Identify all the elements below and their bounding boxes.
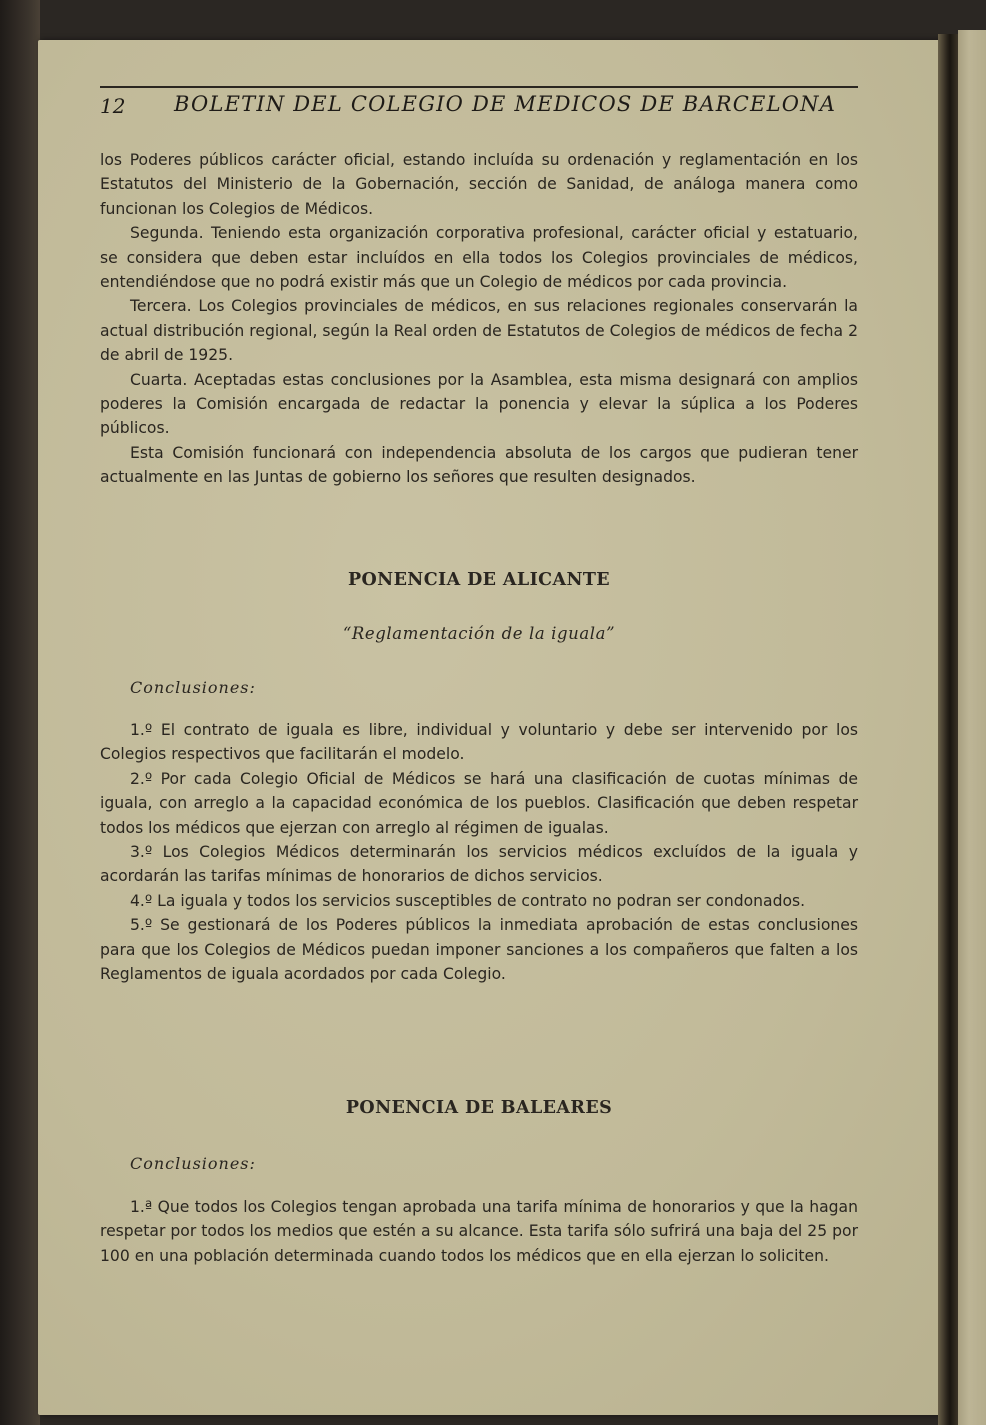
conclusion-item: 2.º Por cada Colegio Oficial de Médicos se hará una clasificación de cuotas mínimas de iguala, con arreglo a la capacidad económica de los pueblos. Clasificación que deben respetar todos los médicos que ejerzan con arreglo al régimen de igualas. — [100, 769, 858, 837]
conclusion-item: 3.º Los Colegios Médicos determinarán los servicios médicos excluídos de la iguala y acordarán las tarifas mínimas de honorarios de dichos servicios. — [100, 843, 858, 886]
conclusions-label: Conclusiones: — [130, 1154, 256, 1173]
facing-page-edge — [958, 30, 986, 1425]
journal-title: BOLETIN DEL COLEGIO DE MEDICOS DE BARCELONA — [174, 92, 837, 116]
running-header — [100, 86, 858, 124]
conclusions-label: Conclusiones: — [130, 678, 256, 697]
section-subtitle: “Reglamentación de la iguala” — [342, 624, 616, 643]
book-binding-left — [0, 0, 40, 1425]
section-heading-baleares: PONENCIA DE BALEARES — [345, 1098, 613, 1118]
alicante-conclusions — [100, 718, 858, 986]
section-heading-alicante: PONENCIA DE ALICANTE — [347, 570, 611, 590]
page-number: 12 — [100, 94, 126, 118]
intro-paragraph: los Poderes públicos carácter oficial, estando incluída su ordenación y reglamentación en los Estatutos del Ministerio de la Gobernación, sección de Sanidad, de análoga manera como funcionan los Colegios de Médicos. — [100, 151, 858, 218]
conclusion-item: 1.ª Que todos los Colegios tengan aprobada una tarifa mínima de honorarios y que la hagan respetar por todos los medios que estén a su alcance. Esta tarifa sólo sufrirá una baja del 25 por 100 en una población determinada cuando todos los médicos que en ella ejerzan lo soliciten. — [100, 1198, 858, 1265]
baleares-conclusions — [100, 1195, 858, 1268]
intro-paragraph: Esta Comisión funcionará con independencia absoluta de los cargos que pudieran tener actualmente en las Juntas de gobierno los señores que resulten designados. — [100, 443, 858, 487]
book-gutter — [938, 34, 958, 1425]
intro-paragraph: Tercera. Los Colegios provinciales de médicos, en sus relaciones regionales conservarán la actual distribución regional, según la Real orden de Estatutos de Colegios de médicos de fecha 2 de abril de 1925. — [100, 297, 858, 365]
conclusion-item: 4.º La iguala y todos los servicios susceptibles de contrato no podran ser condonados. — [130, 891, 806, 910]
intro-text — [100, 148, 858, 490]
intro-paragraph: Cuarta. Aceptadas estas conclusiones por la Asamblea, esta misma designará con amplios poderes la Comisión encargada de redactar la ponencia y elevar la súplica a los Poderes públicos. — [100, 370, 858, 438]
conclusion-item: 5.º Se gestionará de los Poderes públicos la inmediata aprobación de estas conclusiones para que los Colegios de Médicos puedan imponer sanciones a los compañeros que falten a los Reglamentos de iguala acordados por cada Colegio. — [100, 916, 858, 984]
intro-paragraph: Segunda. Teniendo esta organización corporativa profesional, carácter oficial y estatuario, se considera que deben estar incluídos en ella todos los Colegios provinciales de médicos, entendiéndose que no podrá existir más que un Colegio de médicos por cada provincia. — [100, 224, 858, 292]
conclusion-item: 1.º El contrato de iguala es libre, individual y voluntario y debe ser intervenido por los Colegios respectivos que facilitarán el modelo. — [100, 721, 858, 764]
